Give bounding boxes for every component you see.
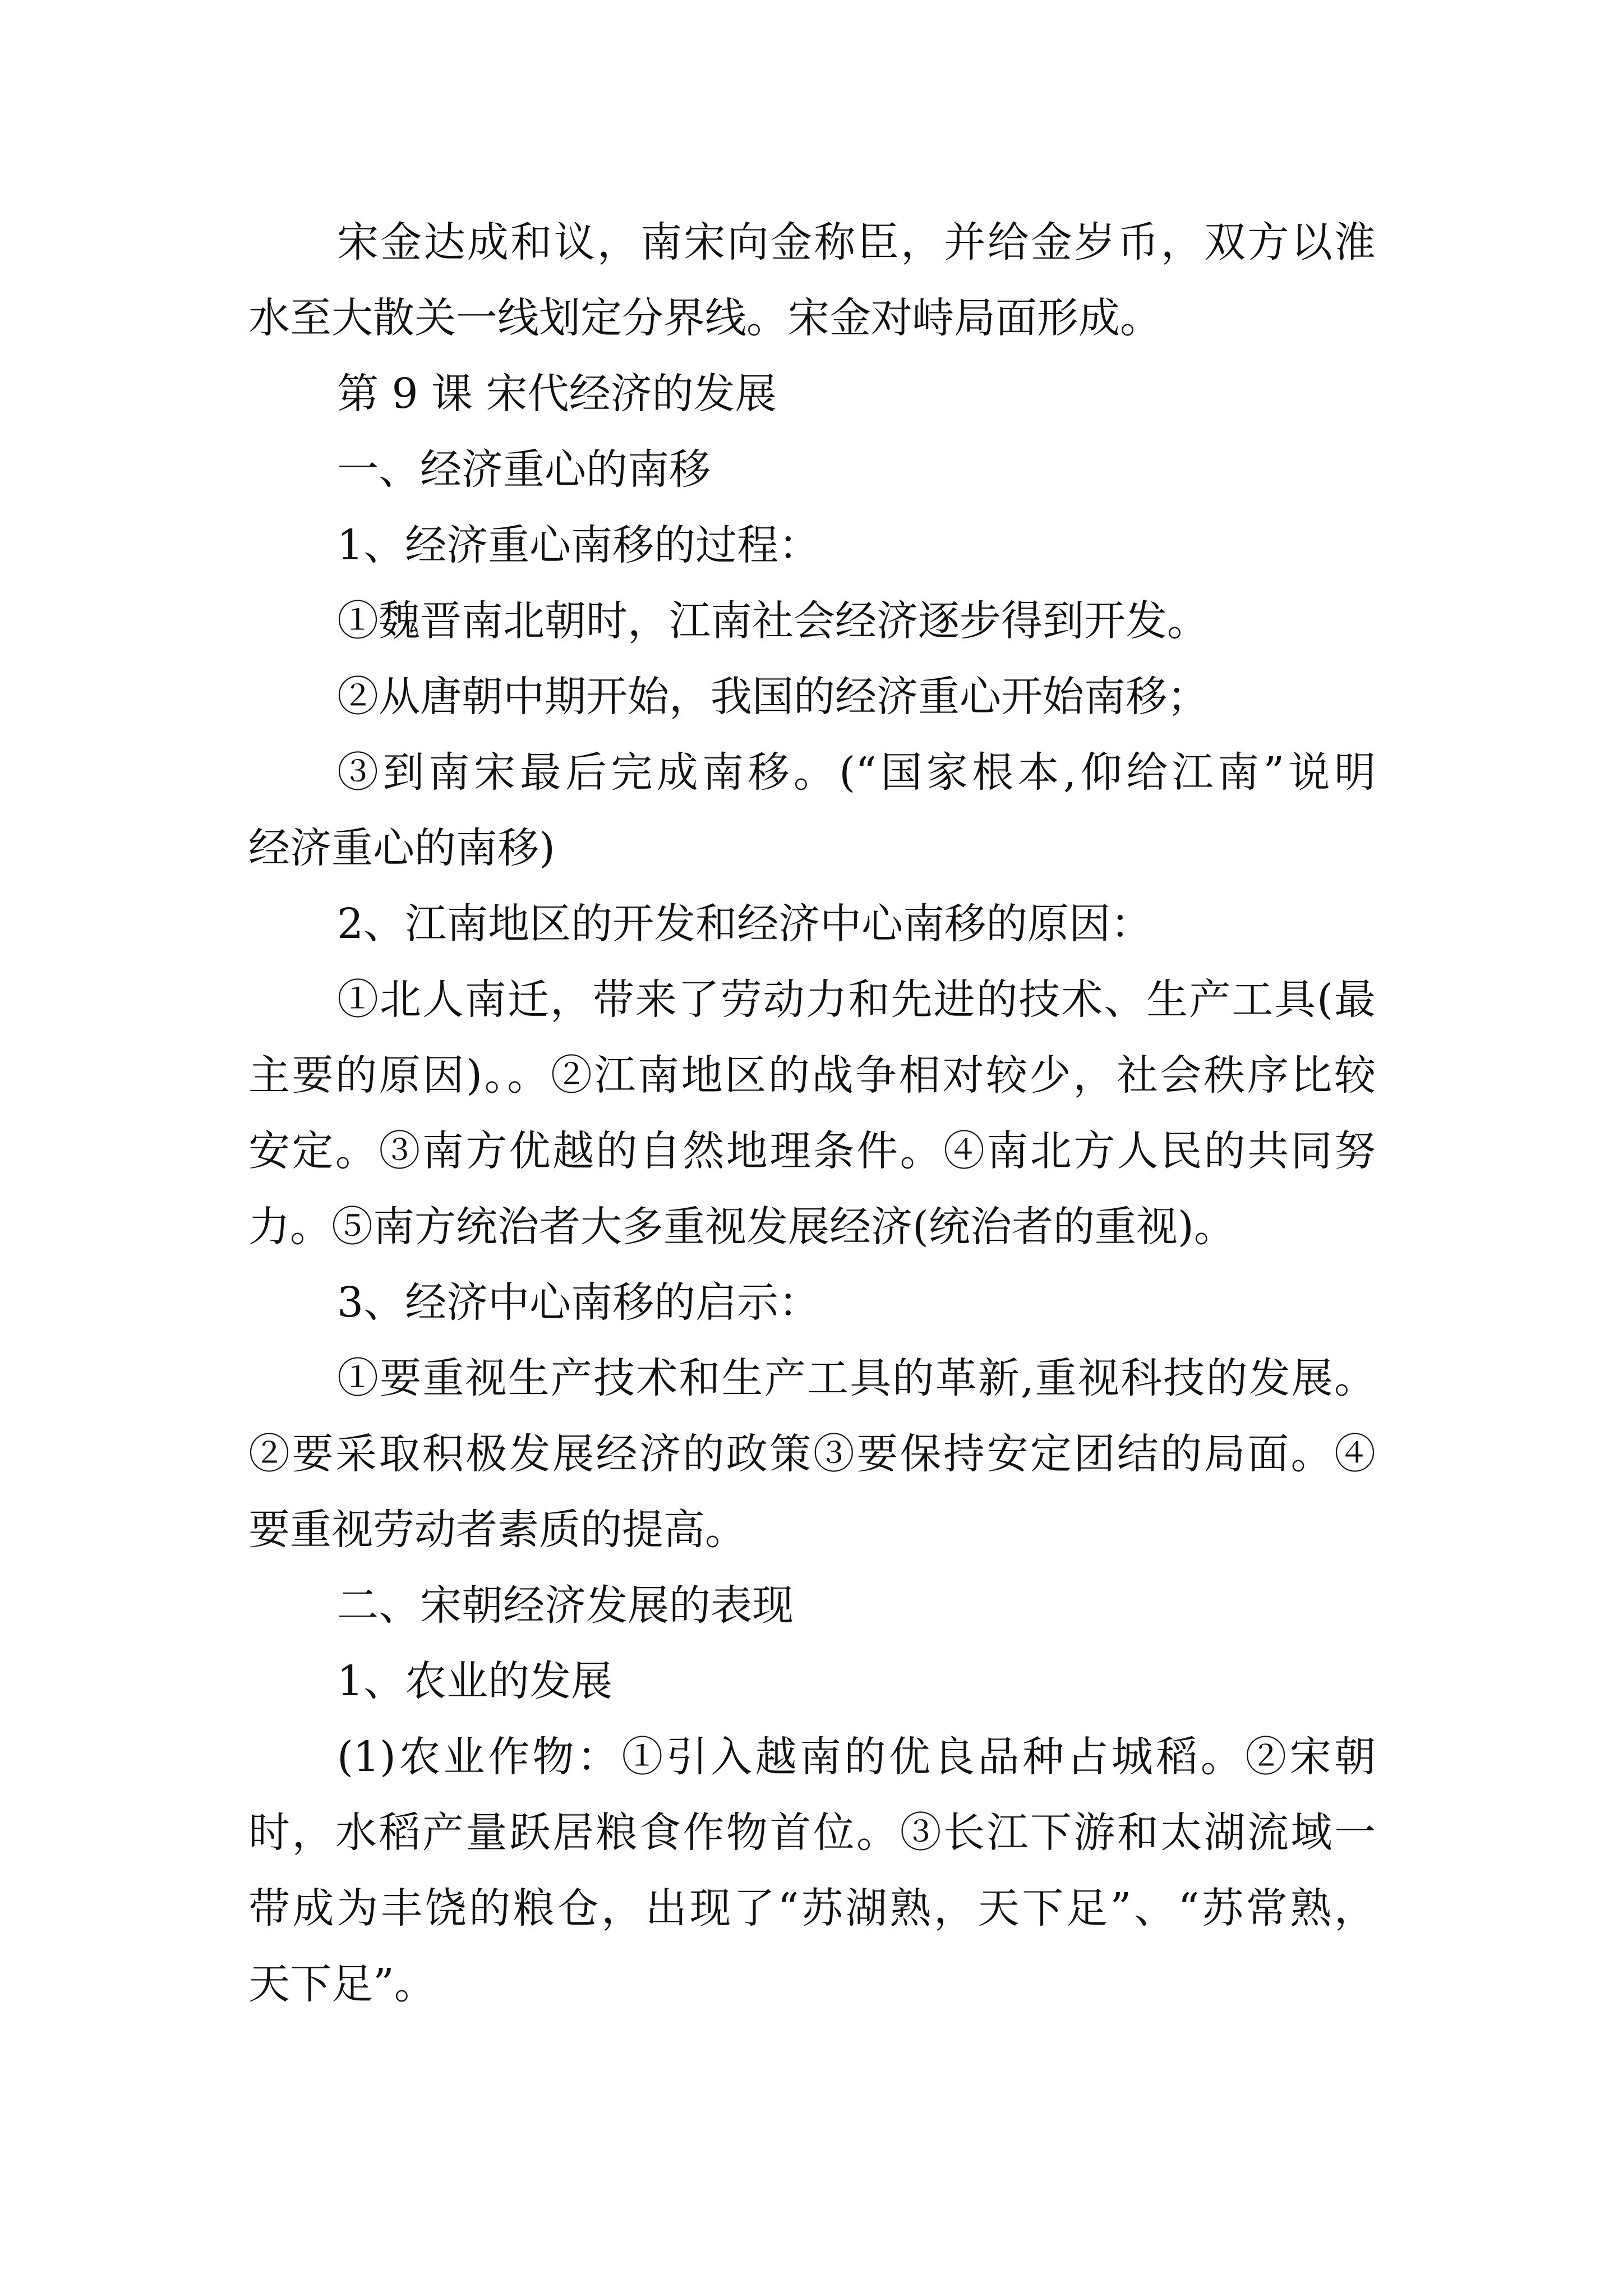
paragraph-lessons [248, 1341, 1376, 1568]
document-body [248, 205, 1376, 2022]
text-line: 经济重心的南移) [248, 824, 555, 872]
text-line: 水至大散关一线划定分界线。宋金对峙局面形成。 [248, 294, 1161, 342]
paragraph-song-jin-peace [248, 205, 1376, 356]
text-line: 宋金达成和议，南宋向金称臣，并给金岁币，双方以淮 [337, 218, 1376, 266]
text-line: 要重视劳动者素质的提高。 [248, 1506, 746, 1554]
paragraph-crops [248, 1719, 1376, 2022]
text-line: 天下足”。 [248, 1960, 436, 2008]
text-line: 带成为丰饶的粮仓，出现了“苏湖熟，天下足”、“苏常熟， [248, 1884, 1376, 1932]
text-line: ①要重视生产技术和生产工具的革新,重视科技的发展。 [337, 1354, 1376, 1402]
text-line: 力。⑤南方统治者大多重视发展经济(统治者的重视)。 [248, 1203, 1235, 1251]
text-line: (1)农业作物：①引入越南的优良品种占城稻。②宋朝 [337, 1733, 1376, 1781]
section-heading-2 [248, 1568, 1376, 1644]
text-line: 安定。③南方优越的自然地理条件。④南北方人民的共同努 [248, 1127, 1376, 1175]
list-item-3 [248, 735, 1376, 886]
text-line: ②从唐朝中期开始，我国的经济重心开始南移； [337, 673, 1209, 721]
text-line: ②要采取积极发展经济的政策③要保持安定团结的局面。④ [248, 1430, 1376, 1478]
subheading-lessons [248, 1265, 1376, 1341]
subheading-reasons [248, 886, 1376, 962]
section-heading-1 [248, 432, 1376, 508]
list-item-2 [248, 659, 1376, 735]
text-line: 2、江南地区的开发和经济中心南移的原因： [337, 900, 1152, 948]
text-line: ①北人南迁，带来了劳动力和先进的技术、生产工具(最 [337, 976, 1376, 1024]
text-line: 第 9 课 宋代经济的发展 [337, 370, 777, 418]
paragraph-reasons [248, 962, 1376, 1265]
text-line: ①魏晋南北朝时，江南社会经济逐步得到开发。 [337, 597, 1209, 645]
text-line: 1、经济重心南移的过程： [337, 521, 820, 569]
text-line: ③到南宋最后完成南移。(“国家根本,仰给江南”说明 [337, 748, 1376, 797]
text-line: 主要的原因)。。②江南地区的战争相对较少，社会秩序比较 [248, 1051, 1376, 1099]
subheading-process [248, 508, 1376, 583]
subheading-agriculture [248, 1644, 1376, 1719]
text-line: 3、经济中心南移的启示： [337, 1278, 820, 1327]
text-line: 时，水稻产量跃居粮食作物首位。③长江下游和太湖流域一 [248, 1809, 1376, 1857]
list-item-1 [248, 583, 1376, 659]
text-line: 1、农业的发展 [337, 1657, 613, 1705]
lesson-title [248, 356, 1376, 432]
text-line: 一、经济重心的南移 [337, 445, 711, 494]
text-line: 二、宋朝经济发展的表现 [337, 1581, 794, 1630]
